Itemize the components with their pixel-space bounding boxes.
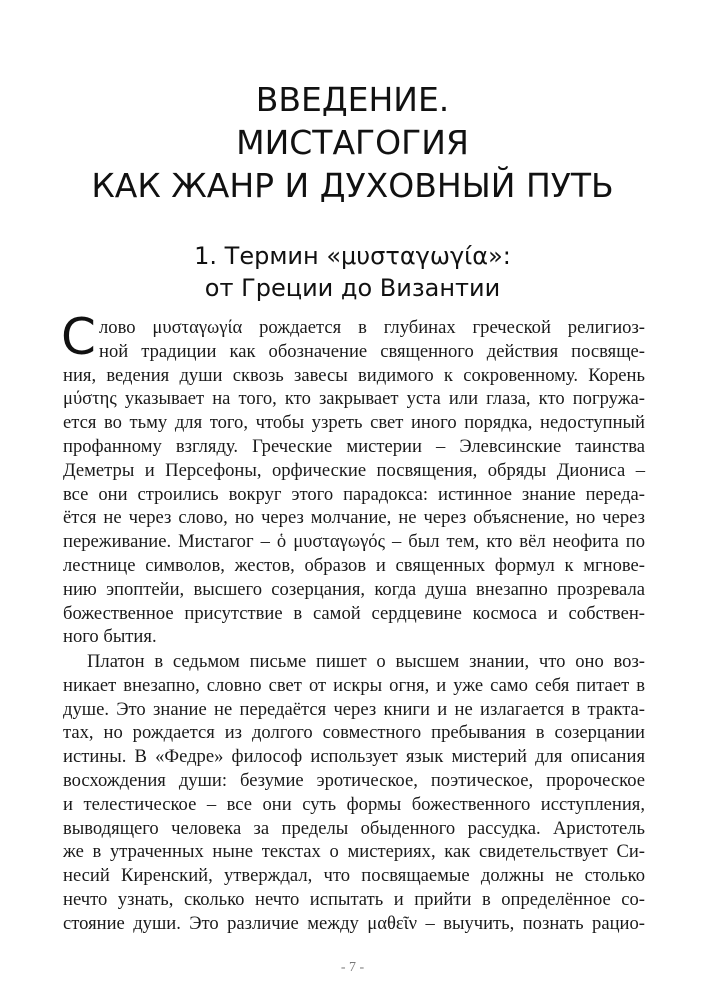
paragraph-line: ния, ведения души сквозь завесы видимого к сокровенному. Корень (63, 364, 645, 386)
drop-cap: С (61, 308, 96, 366)
paragraph-line: все они строились вокруг этого парадокса: истинное знание переда- (63, 483, 645, 505)
paragraph-line: истины. В «Федре» философ использует язык мистерий для описания (63, 746, 645, 768)
paragraph-line: переживание. Мистагог – ὁ μυσταγωγός – был тем, кто вёл неофита по (63, 531, 645, 553)
paragraph-line: Деметры и Персефоны, орфические посвящения, обряды Диониса – (63, 459, 645, 481)
paragraph-line: выводящего человека за пределы обыденного рассудка. Аристотель (63, 817, 645, 839)
paragraph-line: ной традиции как обозначение священного действия посвяще- (99, 340, 645, 362)
paragraph-line: профанному взгляду. Греческие мистерии – Элевсинские таинства (63, 435, 645, 457)
paragraph-line: тах, но рождается из долгого совместного пребывания в созерцании (63, 722, 645, 744)
paragraph-2 (63, 650, 645, 936)
section-title-line-1: 1. Термин «μυσταγωγία»: (194, 242, 511, 270)
paragraph-line: божественное присутствие в самой сердцевине космоса и собствен- (63, 602, 645, 624)
paragraph-line: душе. Это знание не передаётся через книги и не излагается в тракта- (63, 698, 645, 720)
paragraph-1 (61, 308, 645, 649)
section-title-line-2: от Греции до Византии (204, 274, 501, 302)
paragraph-line: лово μυσταγωγία рождается в глубинах греческой религиоз- (99, 317, 645, 338)
chapter-title (60, 78, 645, 207)
paragraph-line: никает внезапно, словно свет от искры огня, и уже само себя питает в (63, 674, 645, 696)
chapter-title-line-3: КАК ЖАНР И ДУХОВНЫЙ ПУТЬ (91, 166, 614, 205)
paragraph-line: стояние души. Это различие между μαθεῖν – выучить, познать рацио- (63, 912, 645, 934)
paragraph-line: ного бытия. (63, 626, 157, 648)
paragraph-line: нию эпоптейи, высшего созерцания, когда душа внезапно прозревала (63, 578, 645, 600)
section-title (60, 240, 645, 304)
paragraph-line: восхождения души: безумие эротическое, поэтическое, пророческое (63, 769, 645, 791)
paragraph-line: лестнице символов, жестов, образов и священных формул к мгнове- (63, 554, 645, 576)
paragraph-line: несий Киренский, утверждал, что посвящаемые должны не столько (63, 865, 645, 887)
paragraph-line: μύστης указывает на того, кто закрывает уста или глаза, кто погружа- (63, 388, 645, 410)
paragraph-line: ётся не через слово, но через молчание, не через объяснение, но через (63, 507, 645, 529)
paragraph-line: же в утраченных ныне текстах о мистериях, как свидетельствует Си- (63, 841, 645, 863)
paragraph-line: ется во тьму для того, чтобы узреть свет иного порядка, недоступный (63, 412, 645, 434)
paragraph-line: и телестическое – все они суть формы божественного исступления, (63, 793, 645, 815)
paragraph-line: нечто узнать, сколько нечто испытать и прийти в определённое со- (63, 888, 645, 910)
chapter-title-line-1: ВВЕДЕНИЕ. (255, 80, 450, 119)
paragraph-line: Платон в седьмом письме пишет о высшем знании, что оно воз- (87, 651, 645, 672)
chapter-title-line-2: МИСТАГОГИЯ (236, 123, 469, 162)
page-number: - 7 - (340, 960, 365, 975)
